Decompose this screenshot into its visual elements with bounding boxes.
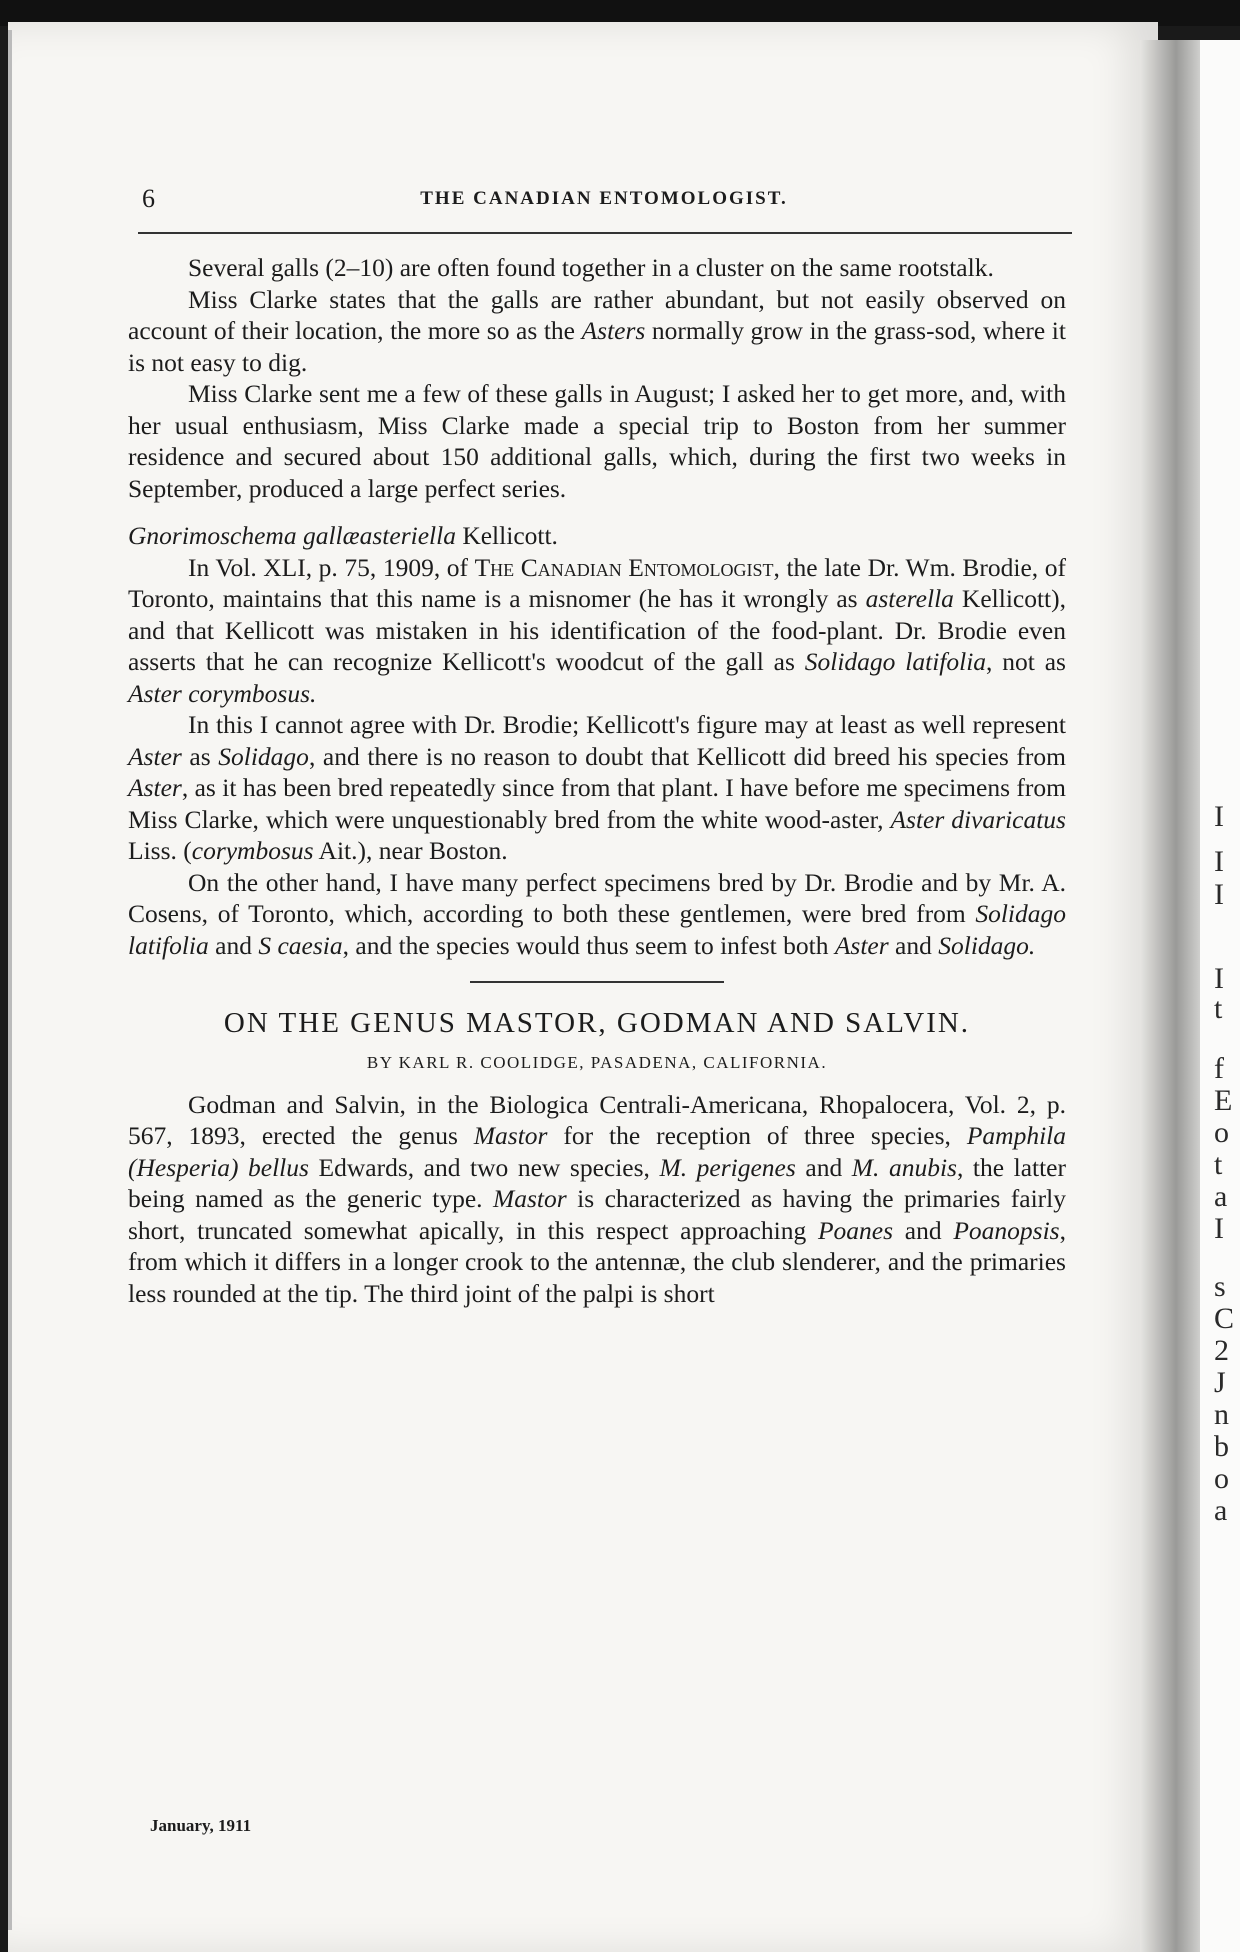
fragment-text: 2 [1214,1334,1229,1367]
facing-page-fragment [1200,40,1240,1952]
text-run: and [893,1215,954,1245]
page-body [128,252,1066,1309]
text-run: , and the species would thus seem to infest both [342,930,835,960]
italic-run: Poanes [817,1215,894,1245]
paragraph: Several galls (2–10) are often found together in a cluster on the same rootstalk. [188,253,994,282]
text-run: Godman and Salvin, in the Biologica Centrali-Americana, Rhopalocera, Vol. 2, p. 567, 1893, erected the genus [128,1089,1066,1150]
text-run: , the late Dr. Wm. Brodie, of Toronto, maintains that this name is a misnomer (he has it wrongly as [128,552,1066,613]
fragment-text: s [1214,1270,1226,1303]
paragraph [128,867,1066,962]
text-run: , not as [986,647,1066,676]
fragment-text: a [1214,1494,1228,1527]
paragraph [128,284,1066,379]
text-run: , the latter being named as the generic type. [128,1152,1066,1213]
fragment-text: o [1214,1462,1229,1495]
text-run: as [181,741,219,771]
text-run: In this I cannot agree with Dr. Brodie; Kellicott's figure may at least as well represent [188,710,1066,739]
article-title: ON THE GENUS MASTOR, GODMAN AND SALVIN. [223,1007,971,1039]
text-run: and [888,930,939,960]
italic-run: corymbosus [191,836,314,865]
fragment-text: I [1214,1212,1224,1245]
paragraph [128,709,1066,867]
paragraph: Miss Clarke sent me a few of these galls in August; I asked her to get more, and, with her usual enthusiasm, Miss Clarke made a special trip to Boston from her summer residence and secured about 150 additional galls, which, during the first two weeks in September, produced a large perfect series. [128,379,1066,503]
text-run: for the reception of three species, [547,1121,967,1150]
text-run: Miss Clarke states that the galls are rather abundant, but not easily observed on account of their location, the more so as the [128,284,1066,345]
italic-run: M. anubis [851,1152,957,1182]
journal-name: The Canadian Entomologist [474,552,774,582]
text-run: Liss. ( [128,836,192,865]
spine-shadow [1140,40,1200,1952]
italic-run: Solidago latifolia [804,647,987,676]
italic-run: Solidago latifolia [128,899,1066,960]
text-run: Edwards, and two new species, [308,1152,660,1182]
text-run: Kellicott), and that Kellicott was mistaken in his identification of the food-plant. Dr. Brodie even asserts that he can recognize Kellicott's woodcut of the gall as [128,584,1067,676]
fragment-text: b [1214,1430,1229,1463]
italic-run: Asters [581,316,646,345]
page-header [138,180,1070,226]
fragment-text: I [1214,878,1224,911]
italic-run: Mastor [493,1184,567,1213]
italic-run: Solidago. [938,930,1036,960]
text-run: , and there is no reason to doubt that Kellicott did breed his species from [308,741,1066,771]
italic-run: S caesia [258,930,343,960]
species-heading [128,520,1066,552]
fragment-text: t [1214,992,1223,1025]
fragment-text: t [1214,1148,1223,1181]
species-name: Gnorimoschema gallæasteriella [128,521,456,550]
fragment-text: n [1214,1398,1229,1431]
italic-run: Solidago [218,741,309,771]
italic-run: Mastor [473,1121,548,1150]
spacer [128,504,1066,520]
paragraph [128,1089,1066,1310]
issue-date-footer: January, 1911 [150,1816,252,1835]
text-run: is characterized as having the primaries fairly short, truncated somewhat apically, in this respect approaching [128,1184,1066,1245]
italic-run: M. perigenes [659,1152,796,1182]
italic-run: asterella [865,584,954,613]
italic-run: Aster [128,773,182,802]
fragment-text: I [1214,845,1224,878]
italic-run: Aster divaricatus [890,804,1066,834]
italic-run: Aster [834,930,889,960]
text-run: On the other hand, I have many perfect specimens bred by Dr. Brodie and by Mr. A. Cosens, of Toronto, which, according to both these gentlemen, were bred from [128,867,1066,928]
text-run: and [208,930,259,960]
fragment-text: J [1214,1366,1226,1399]
text-run: , as it has been bred repeatedly since from that plant. I have before me specimens from Miss Clarke, which were unquestionably bred from the white wood-aster, [128,773,1066,834]
text-run: normally grow in the grass-sod, where it is not easy to dig. [128,316,1066,377]
fragment-text: E [1214,1084,1233,1117]
text-run: Ait.), near Boston. [313,836,508,865]
italic-run: Aster corymbosus. [128,678,317,708]
fragment-text: a [1214,1180,1228,1213]
article-byline: BY KARL R. COOLIDGE, PASADENA, CALIFORNIA. [366,1053,828,1072]
paragraph [128,552,1066,710]
fragment-text: o [1214,1116,1229,1149]
page-left-edge [8,30,12,1930]
header-rule [138,232,1072,234]
text-run: , from which it differs in a longer crook to the antennæ, the club slenderer, and the primaries less rounded at the tip. The third joint of the palpi is short [128,1215,1066,1308]
fragment-text: C [1214,1302,1235,1335]
fragment-text: I [1214,962,1224,995]
text-run: In Vol. XLI, p. 75, 1909, of [188,552,475,582]
text-run: and [795,1152,852,1182]
page-number: 6 [142,184,155,213]
running-head: THE CANADIAN ENTOMOLOGIST. [420,188,788,209]
fragment-text: f [1214,1052,1224,1085]
fragment-text: I [1214,800,1224,833]
species-author: Kellicott. [455,521,558,550]
italic-run: Pamphila (Hesperia) bellus [128,1121,1066,1182]
italic-run: Aster [128,741,182,771]
section-divider [470,981,724,983]
italic-run: Poanopsis [953,1215,1060,1245]
